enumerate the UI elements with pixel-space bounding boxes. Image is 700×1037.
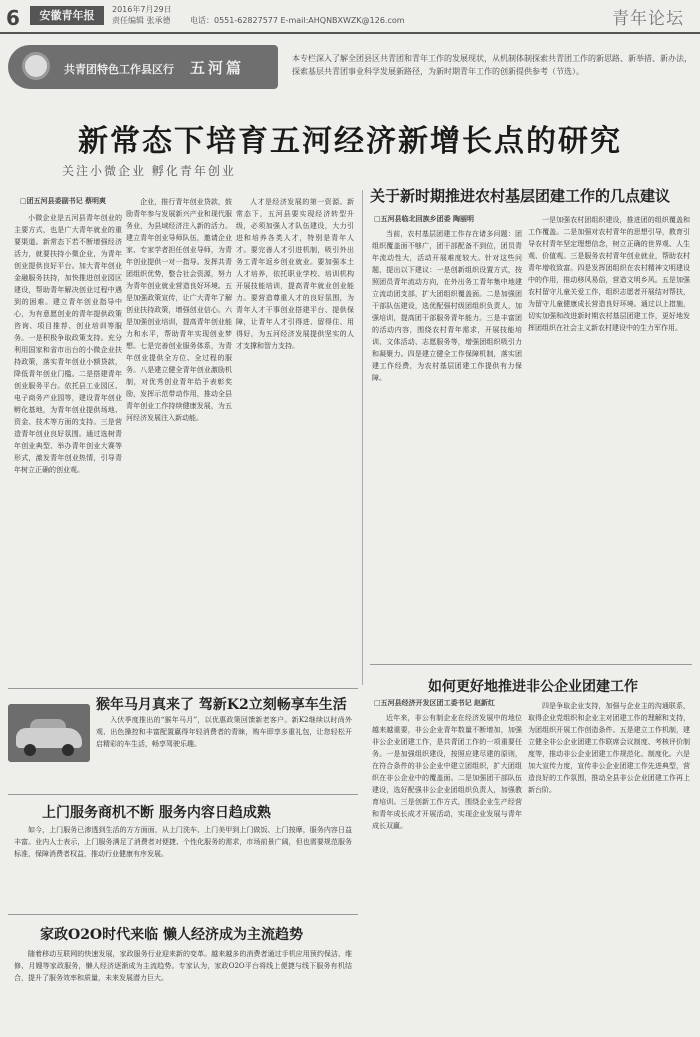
- rural-article-paragraph-2: 一是加强农村团组织建设，推进团的组织覆盖和工作覆盖。二是加强对农村青年的思想引导，教育引导农村青年坚定理想信念，树立正确的世界观、人生观、价值观。三是服务农村青年创业就业，帮助农村青年增收致富。四是发挥团组织在农村精神文明建设中的作用，推动移风易俗，营造文明乡风。五是加强农村留守儿童关爱工作，组织志愿者开展结对帮扶，为留守儿童健康成长营造良好环境。通过以上措施，切实加强和改进新时期农村基层团建工作，更好地发挥团组织在社会主义新农村建设中的生力军作用。: [528, 216, 690, 332]
- section-rule: [8, 914, 358, 915]
- main-headline: 新常态下培育五河经济新增长点的研究: [78, 124, 622, 159]
- main-article-column-1: [14, 212, 122, 682]
- column-intro: 本专栏深入了解全团县区共青团和青年工作的发展现状，从机制体制探索共青团工作的新思路、新举措、新办法，探索基层共青团事业科学发展新路径，为新时期青年工作的创新提供参考（节选）。: [292, 54, 692, 76]
- main-article-column-3: [236, 196, 354, 682]
- rural-article-byline: □五河县临北回族乡团委 陶丽明: [374, 215, 475, 223]
- main-article-paragraph-3: 人才是经济发展的第一资源。新常态下，五河县要实现经济转型升级，必须加强人才队伍建设，大力引进和培养各类人才，特别是青年人才。要完善人才引进机制，吸引外出务工青年返乡创业就业。要加强本土人才培养，依托职业学校、培训机构开展技能培训，提高青年就业创业能力。要营造尊重人才的良好氛围，为青年人才干事创业搭建平台、提供保障，让青年人才引得进、留得住、用得好，为五河经济发展提供坚实的人才支撑和智力支持。: [236, 198, 354, 350]
- page-number: 6: [6, 6, 20, 30]
- section-name: 青年论坛: [612, 9, 684, 29]
- masthead-contact: 电话：0551-62827577 E-mail:AHQNBXWZK@126.com: [190, 16, 405, 25]
- main-subheadline: 关注小微企业 孵化青年创业: [62, 164, 236, 178]
- column-banner-label: 共青团特色工作县区行: [64, 63, 174, 76]
- column-banner-place: 五河篇: [190, 59, 245, 77]
- business-article-body: [14, 824, 352, 904]
- nonpublic-article-paragraph-1: 近年来，非公有制企业在经济发展中的地位越来越重要，非公企业青年数量不断增加，加强非公企业团建工作，是共青团工作的一项重要任务。一是加强组织建设，按照应建尽建的原则，在符合条件的非公企业中建立团组织，扩大团组织在非公企业中的覆盖面。二是加强团干部队伍建设，选好配强非公企业团组织负责人，加强教育培训。三是创新工作方式，围绕企业生产经营和青年成长成才开展活动，实现企业发展与青年成长双赢。: [372, 714, 522, 830]
- business-article-headline: 上门服务商机不断 服务内容日趋成熟: [42, 805, 271, 821]
- nonpublic-article-byline: □五河县经济开发区团工委书记 赵新红: [374, 699, 496, 707]
- car-photo: [8, 704, 90, 762]
- car-wheel-icon: [62, 744, 74, 756]
- column-divider: [362, 190, 363, 685]
- paper-logo: 安徽青年报: [30, 6, 104, 25]
- main-article-paragraph-1: 小微企业是五河县青年创业的主要方式，也是广大青年就业的重要渠道。新常态下若不断增强经济活力，就要扶持小微企业，为青年创业提供良好平台。加大青年创业金融服务扶持，加快推进创业园区建设，帮助青年解决创业过程中遇到的困难。建立青年创业指导中心，为有意愿创业的青年提供政策咨询、项目推荐、创业培训等服务。一是积极争取政策支持。充分利用国家和省市出台的小微企业扶持政策，落实青年创业小额贷款，降低青年创业门槛。二是搭建青年创业服务平台。依托县工业园区、电子商务产业园等，建设青年创业孵化基地，为青年创业提供场地、资金、技术等方面的支持。三是营造青年创业良好氛围。通过选树青年创业典型、举办青年创业大赛等形式，激发青年创业热情，引导青年树立正确的创业观。: [14, 214, 122, 474]
- nonpublic-article-column-1: [372, 712, 522, 1030]
- masthead-date: 2016年7月29日: [112, 5, 172, 14]
- nonpublic-article-column-2: [528, 700, 690, 1030]
- youth-league-emblem-icon: [22, 52, 50, 80]
- o2o-article-headline: 家政O2O时代来临 懒人经济成为主流趋势: [40, 927, 304, 943]
- car-article-headline: 猴年马月真来了 驾新K2立刻畅享车生活: [96, 697, 347, 713]
- rural-article-paragraph-1: 当前，农村基层团建工作存在诸多问题：团组织覆盖面不够广，团干部配备不到位，团员青年流动性大，活动开展难度较大。针对这些问题，提出以下建议：一是创新组织设置方式，按照团员青年流动方向，在外出务工青年集中地建立流动团支部，扩大团组织覆盖面。二是加强团干部队伍建设，选优配强村级团组织负责人，加强培训，提高团干部服务青年能力。三是丰富团的活动内容，围绕农村青年需求，开展技能培训、文体活动、志愿服务等，增强团组织吸引力和凝聚力。四是建立健全工作保障机制，落实团建工作经费，为农村基层团建工作提供有力保障。: [372, 230, 522, 382]
- car-article-paragraph: 入伏季度推出的“猴年马月”，以优惠政策回馈新老客户。新K2继续以时尚外观、出色操控和丰富配置赢得年轻消费者的青睐，购车即享多重礼包，让您轻松开启精彩的车生活，畅享驾驶乐趣。: [96, 716, 352, 748]
- nonpublic-article-paragraph-2: 四是争取企业支持，加强与企业主的沟通联系，取得企业党组织和企业主对团建工作的理解和支持，为团组织开展工作创造条件。五是建立工作机制，建立健全非公企业团建工作联席会议制度、考核评价制度等，推动非公企业团建工作规范化、制度化。六是加大宣传力度，宣传非公企业团建工作先进典型，营造良好的工作氛围，推动全县非公企业团建工作再上新台阶。: [528, 702, 690, 794]
- main-article-byline: □团五河县委副书记 蔡明爽: [20, 197, 107, 205]
- car-wheel-icon: [24, 744, 36, 756]
- car-article-body: [96, 714, 352, 790]
- business-article-paragraph: 如今，上门服务已渗透到生活的方方面面，从上门洗车、上门美甲到上门做饭、上门按摩，服务内容日益丰富。业内人士表示，上门服务满足了消费者对便捷、个性化服务的需求，市场前景广阔，但也需要规范服务标准，保障消费者权益，推动行业健康有序发展。: [14, 826, 352, 858]
- o2o-article-paragraph: 随着移动互联网的快速发展，家政服务行业迎来新的变革。越来越多的消费者通过手机应用预约保洁、维修、月嫂等家政服务，懒人经济逐渐成为主流趋势。专家认为，家政O2O平台将线上便捷与线下服务有机结合，提升了服务效率和质量，未来发展潜力巨大。: [14, 950, 352, 982]
- section-rule: [8, 688, 358, 689]
- nonpublic-article-headline: 如何更好地推进非公企业团建工作: [428, 679, 638, 695]
- section-rule: [8, 794, 358, 795]
- rural-article-column-2: [528, 214, 690, 658]
- o2o-article-body: [14, 948, 352, 1030]
- rural-article-column-1: [372, 228, 522, 658]
- section-rule: [370, 664, 692, 665]
- masthead: [0, 0, 700, 34]
- main-article-column-2: [126, 196, 232, 682]
- masthead-editor: 责任编辑 张承德: [112, 16, 171, 25]
- main-article-paragraph-2: 企业，推行青年创业贷款，鼓励青年参与发展新兴产业和现代服务业，为县域经济注入新的活力。建立青年创业导师队伍，邀请企业家、专家学者担任创业导师，为青年创业提供一对一指导。发挥共青团组织优势，整合社会资源，努力为青年创业就业营造良好环境。五是加强政策宣传，让广大青年了解创业扶持政策，增强创业信心。六是加强创业培训，提高青年创业能力和水平，帮助青年实现创业梦想。七是完善创业服务体系，为青年创业提供全方位、全过程的服务。八是建立健全青年创业激励机制，对优秀创业青年给予表彰奖励，发挥示范带动作用，推动全县青年创业工作持续健康发展，为五河经济发展注入新动能。: [126, 198, 232, 422]
- rural-article-headline: 关于新时期推进农村基层团建工作的几点建议: [370, 187, 671, 205]
